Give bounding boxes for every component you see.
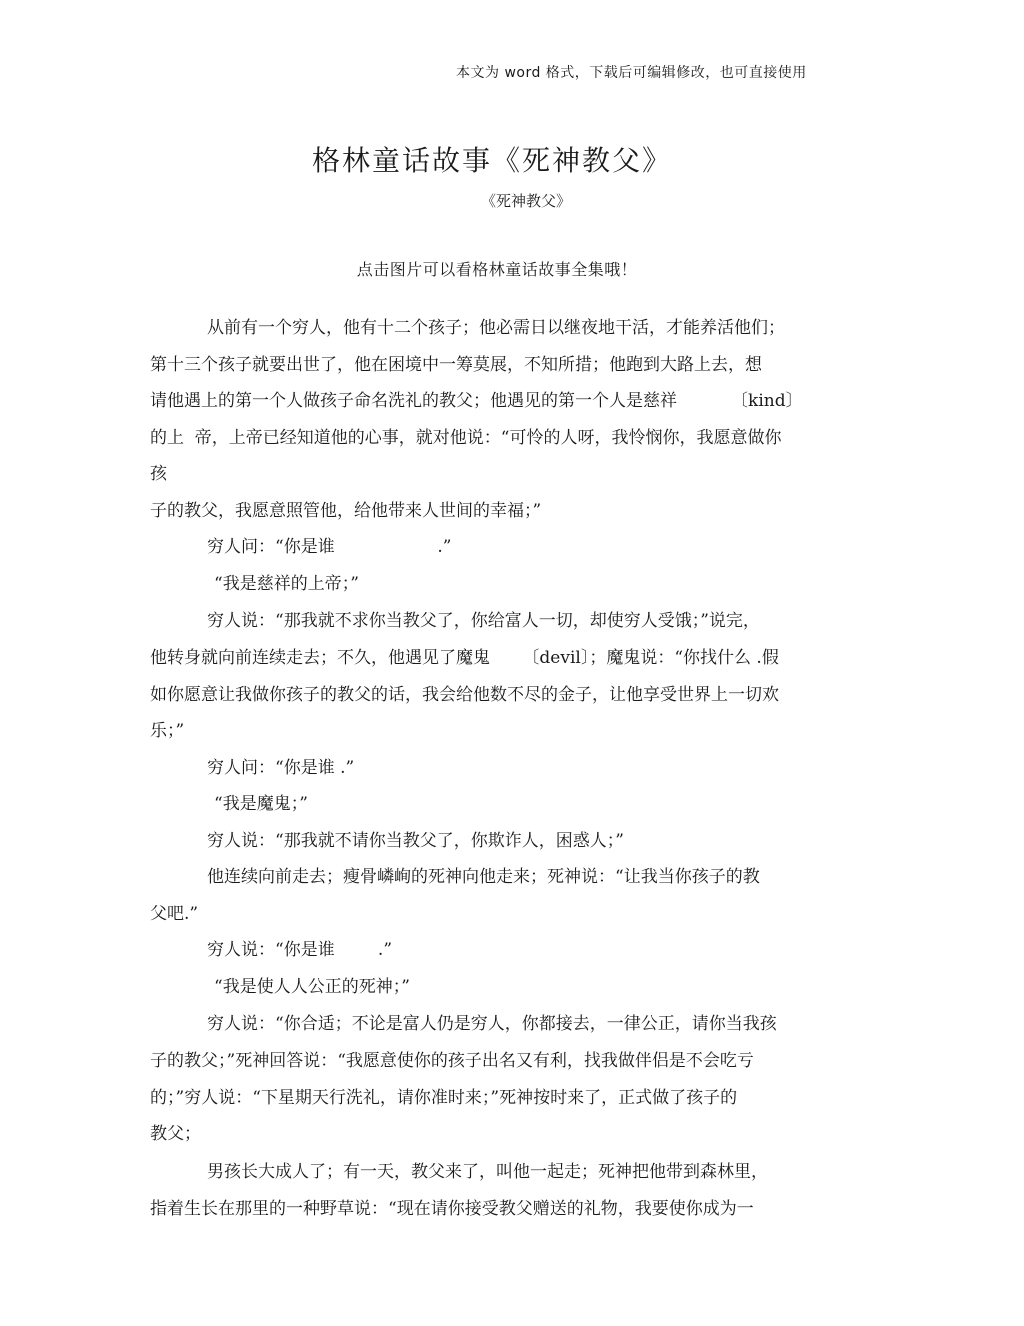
story-line: “我是慈祥的上帝；”: [214, 573, 359, 594]
story-line: 的；”穷人说：“下星期天行洗礼，请你准时来；”死神按时来了，正式做了孩子的: [150, 1087, 738, 1108]
story-line: 穷人说：“你合适；不论是富人仍是穷人，你都接去，一律公正，请你当我孩: [207, 1014, 777, 1034]
story-body: [150, 310, 860, 1227]
story-line: 请他遇上的第一个人做孩子命名洗礼的教父；他遇见的第一个人是慈祥 〔kind〕: [150, 391, 803, 411]
document-subtitle: 《死神教父》: [480, 192, 571, 210]
story-line: 他连续向前走去；瘦骨嶙峋的死神向他走来；死神说：“让我当你孩子的教: [207, 867, 760, 887]
story-line: 穷人说：“你是谁 .”: [207, 940, 393, 960]
story-line: 从前有一个穷人，他有十二个孩子；他必需日以继夜地干活，才能养活他们；: [207, 318, 785, 338]
story-line: 穷人说：“那我就不求你当教父了，你给富人一切，却使穷人受饿；”说完，: [207, 611, 760, 631]
story-line: 子的教父，我愿意照管他，给他带来人世间的幸福；”: [150, 500, 542, 521]
story-line: 穷人问：“你是谁 .”: [207, 537, 452, 557]
story-line: 子的教父；”死神回答说：“我愿意使你的孩子出名又有利，找我做伴侣是不会吃亏: [150, 1051, 754, 1071]
story-line: 的上 帝，上帝已经知道他的心事，就对他说：“可怜的人呀，我怜悯你，我愿意做你: [150, 427, 782, 448]
story-line: 孩: [150, 464, 167, 484]
document-title: 格林童话故事《死神教父》: [311, 143, 672, 177]
story-line: 穷人问：“你是谁 .”: [207, 757, 355, 778]
story-line: 教父；: [150, 1124, 201, 1144]
story-line: “我是使人人公正的死神；”: [214, 976, 410, 997]
story-line: 穷人说：“那我就不请你当教父了，你欺诈人，困惑人；”: [207, 830, 624, 851]
story-line: 指着生长在那里的一种野草说：“现在请你接受教父赠送的礼物，我要使你成为一: [150, 1198, 754, 1219]
story-line: 父吧.”: [150, 903, 199, 924]
story-line: 乐；”: [150, 721, 185, 741]
story-line: 第十三个孩子就要出世了，他在困境中一筹莫展，不知所措；他跑到大路上去，想: [150, 354, 762, 375]
story-line: 男孩长大成人了；有一天，教父来了，叫他一起走；死神把他带到森林里，: [207, 1161, 768, 1182]
story-line: 如你愿意让我做你孩子的教父的话，我会给他数不尽的金子，让他享受世界上一切欢: [150, 684, 779, 705]
document-header-note: 本文为 word 格式，下载后可编辑修改，也可直接使用: [456, 65, 807, 81]
story-line: “我是魔鬼；”: [214, 794, 308, 814]
gallery-notice: 点击图片可以看格林童话故事全集哦！: [356, 260, 638, 279]
story-line: 他转身就向前连续走去；不久，他遇见了魔鬼 〔devil〕；魔鬼说：“你找什么 .假: [150, 648, 779, 668]
